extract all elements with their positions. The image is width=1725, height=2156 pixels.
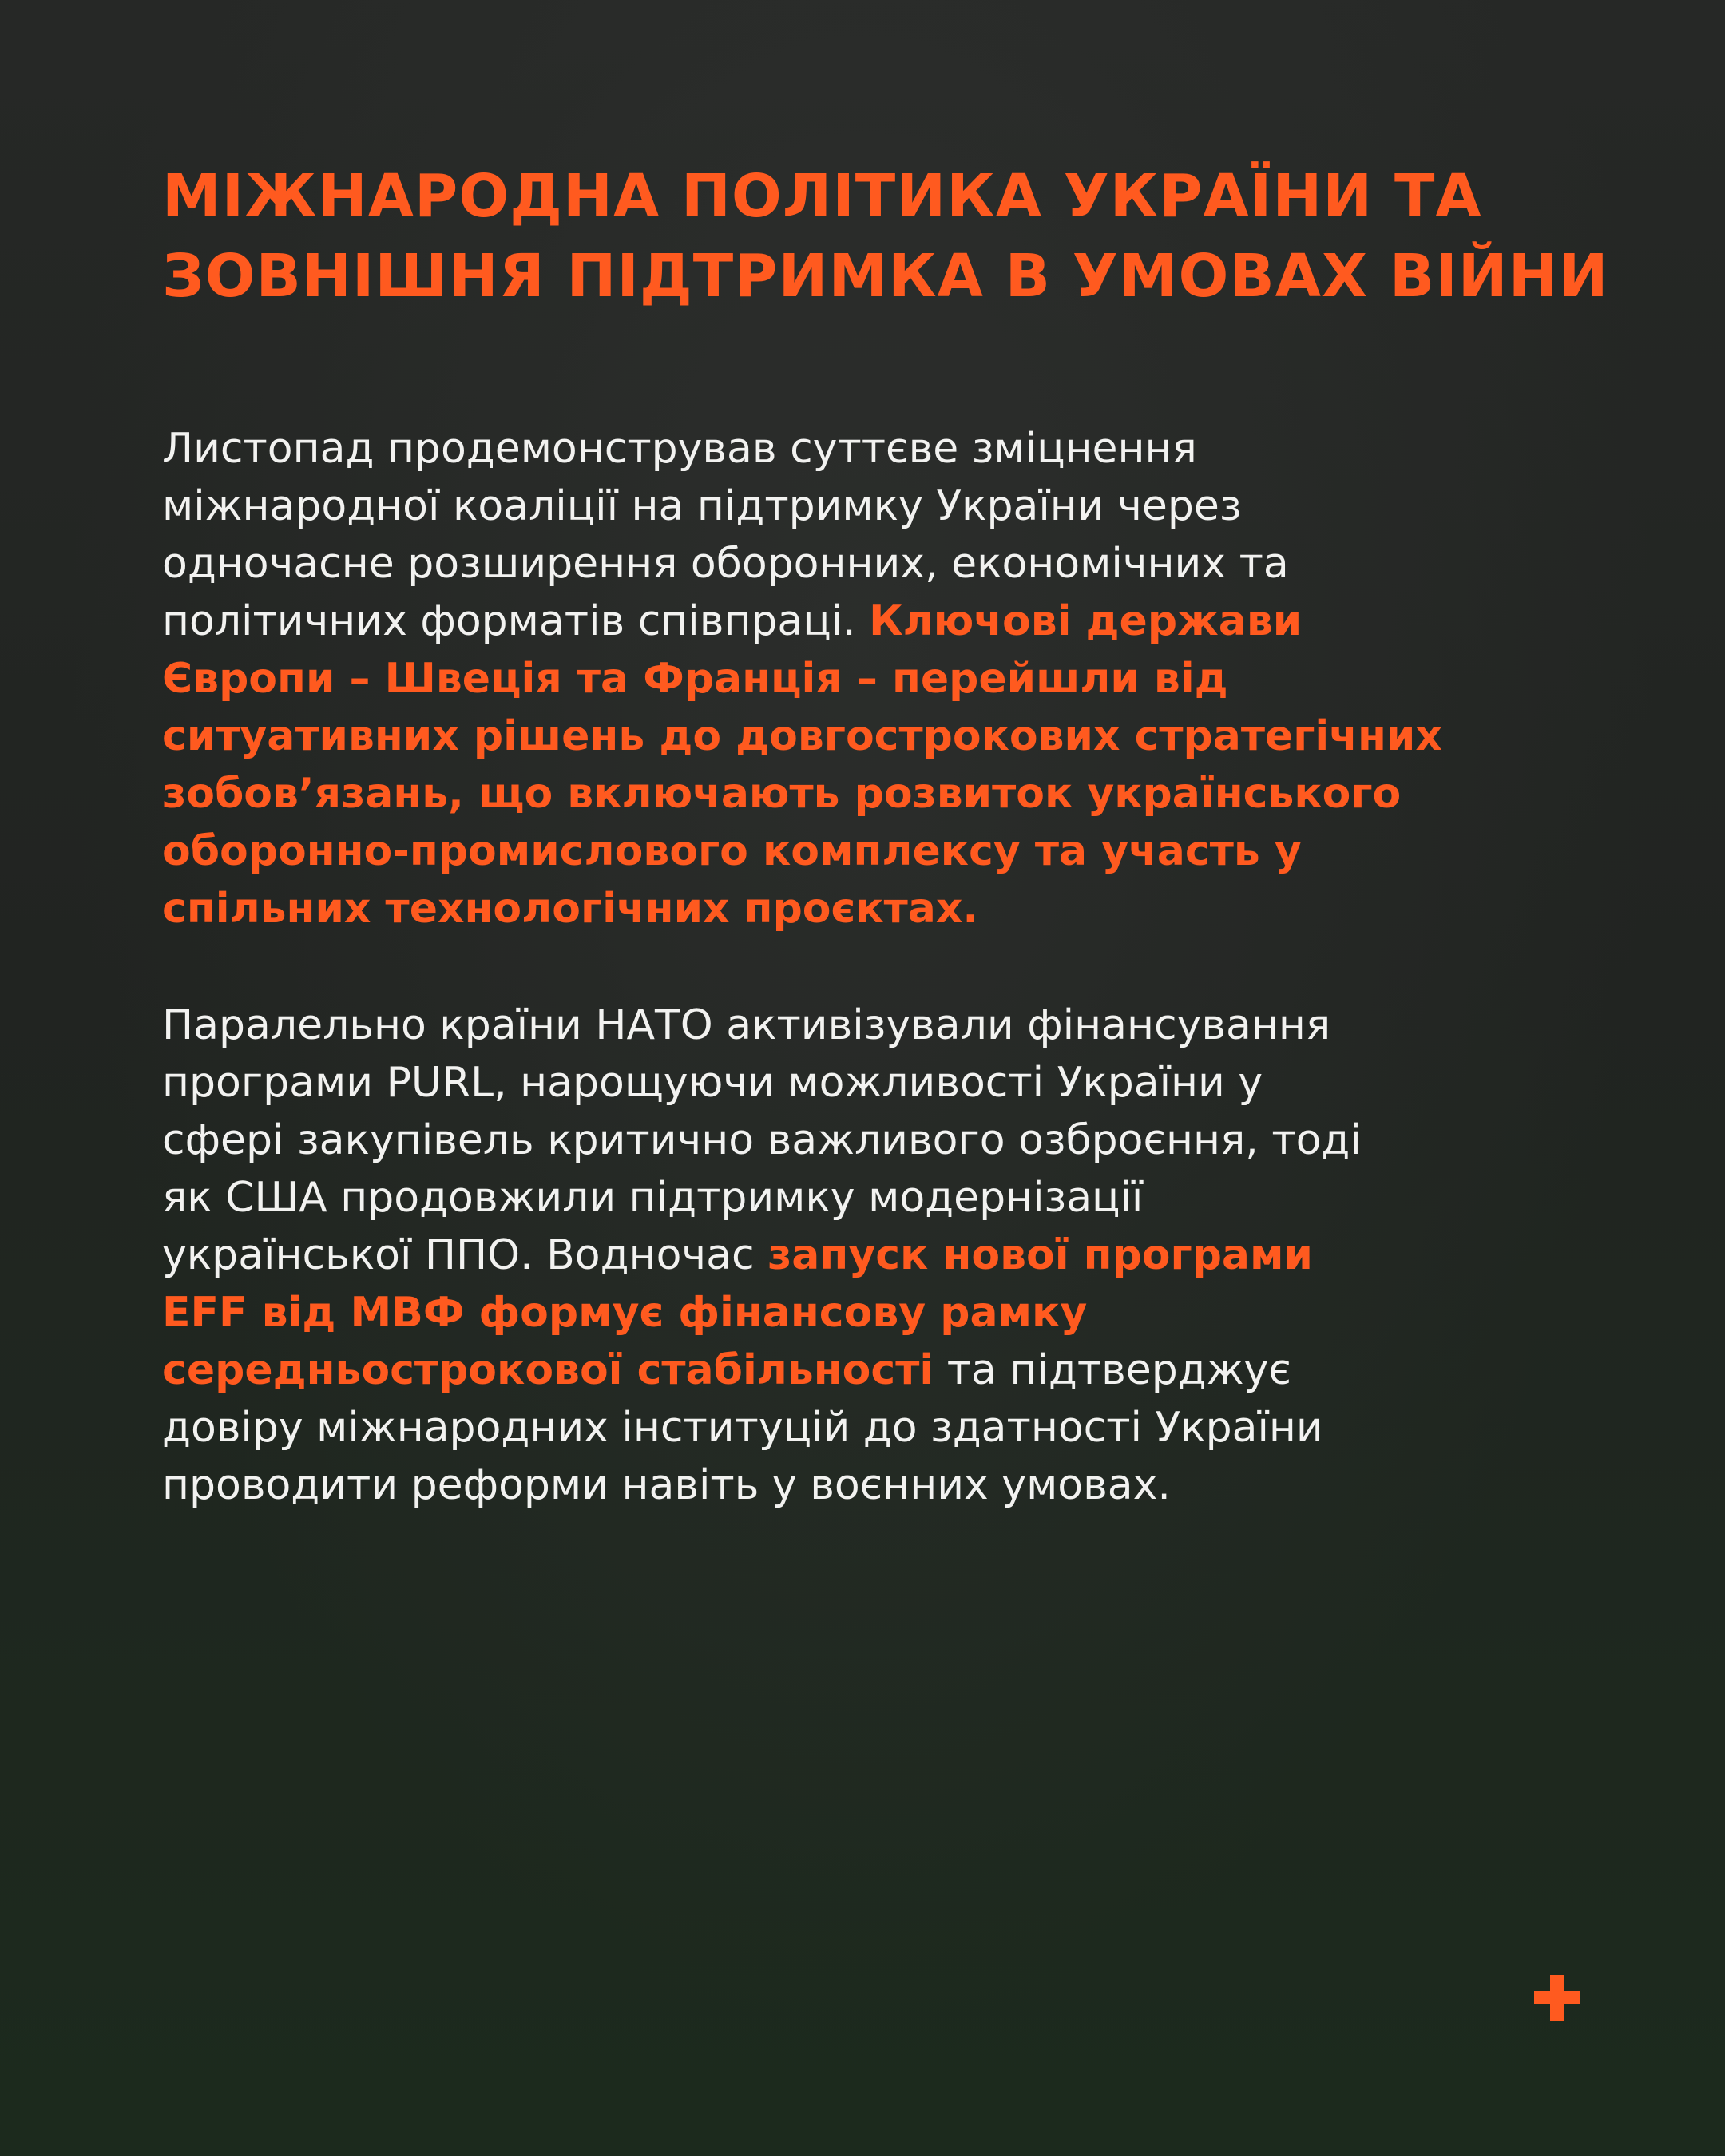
paragraph-1-line-9: спільних технологічних проєктах. (162, 885, 979, 933)
plus-icon-vertical-bar (1550, 1975, 1564, 2021)
plain-text: української ППО. Водночас (162, 1231, 768, 1279)
plain-text: та підтверджує (934, 1346, 1291, 1394)
paragraph-1-line-4 (162, 593, 1664, 650)
paragraph-2-line-1: Паралельно країни НАТО активізували фінансування (162, 1001, 1331, 1049)
paragraph-1-line-3: одночасне розширення оборонних, економічних та (162, 540, 1289, 588)
paragraph-2-line-2: програми PURL, нарощуючи можливості України у (162, 1059, 1263, 1107)
highlight-text: запуск нової програми (767, 1231, 1313, 1279)
plain-text: політичних форматів співпраці. (162, 597, 870, 645)
paragraph-1-line-2: міжнародної коаліції на підтримку України через (162, 482, 1242, 530)
highlight-text: середньострокової стабільності (162, 1346, 934, 1394)
title-line-2: ЗОВНІШНЯ ПІДТРИМКА В УМОВАХ ВІЙНИ (162, 242, 1609, 311)
page-title (162, 157, 1664, 316)
title-line-1: МІЖНАРОДНА ПОЛІТИКА УКРАЇНИ ТА (162, 162, 1482, 231)
plus-icon (1534, 1975, 1580, 2021)
paragraph-2 (162, 997, 1664, 1514)
paragraph-1-line-6: ситуативних рішень до довгострокових стратегічних (162, 712, 1442, 760)
paragraph-2-line-8: довіру міжнародних інституцій до здатності України (162, 1404, 1323, 1452)
paragraph-1-line-8: оборонно-промислового комплексу та участь у (162, 827, 1302, 875)
paragraph-1 (162, 420, 1664, 937)
paragraph-1-line-5: Європи – Швеція та Франція – перейшли від (162, 655, 1228, 703)
paragraph-2-line-4: як США продовжили підтримку модернізації (162, 1174, 1144, 1222)
paragraph-2-line-3: сфері закупівель критично важливого озброєння, тоді (162, 1116, 1362, 1164)
paragraph-2-line-5 (162, 1227, 1664, 1284)
paragraph-1-line-7: зобов’язань, що включають розвиток українського (162, 770, 1402, 818)
paragraph-2-line-6: EFF від МВФ формує фінансову рамку (162, 1289, 1088, 1337)
paragraph-2-line-7 (162, 1342, 1664, 1399)
highlight-text: Ключові держави (869, 597, 1303, 645)
paragraph-1-line-1: Листопад продемонстрував суттєве зміцнення (162, 425, 1197, 473)
paragraph-2-line-9: проводити реформи навіть у воєнних умовах. (162, 1461, 1171, 1509)
